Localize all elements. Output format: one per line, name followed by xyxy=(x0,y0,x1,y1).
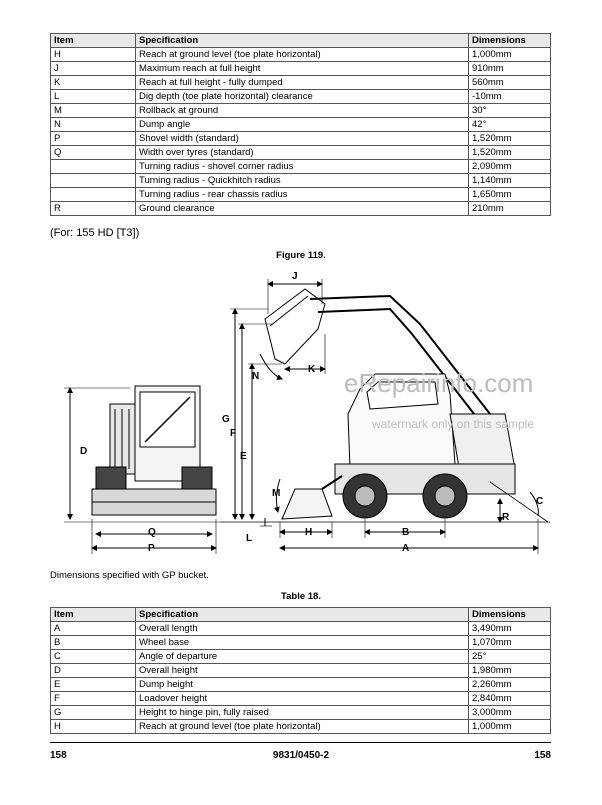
cell-item: P xyxy=(51,132,136,146)
document-code: 9831/0450-2 xyxy=(272,750,330,761)
table-body xyxy=(51,48,551,216)
model-note: (For: 155 HD [T3]) xyxy=(50,227,140,239)
label-h: H xyxy=(305,527,313,538)
label-r: R xyxy=(502,512,510,523)
cell-specification: Ground clearance xyxy=(136,202,469,216)
label-q: Q xyxy=(148,527,156,538)
cell-item: H xyxy=(51,720,136,734)
spec-table-top xyxy=(50,33,551,216)
label-g: G xyxy=(222,414,230,425)
cell-specification: Turning radius - rear chassis radius xyxy=(136,188,469,202)
cell-specification: Rollback at ground xyxy=(136,104,469,118)
cell-dimensions: 1,140mm xyxy=(469,174,551,188)
table-row xyxy=(51,104,551,118)
cell-item: F xyxy=(51,692,136,706)
table-body xyxy=(51,622,551,734)
cell-dimensions: 1,520mm xyxy=(469,132,551,146)
cell-item: N xyxy=(51,118,136,132)
cell-item: L xyxy=(51,90,136,104)
cell-specification: Dump height xyxy=(136,678,469,692)
cell-item xyxy=(51,188,136,202)
label-l: L xyxy=(246,533,253,544)
cell-item: K xyxy=(51,76,136,90)
cell-dimensions: 560mm xyxy=(469,76,551,90)
table-row xyxy=(51,706,551,720)
cell-item xyxy=(51,174,136,188)
table-row xyxy=(51,188,551,202)
table-row xyxy=(51,664,551,678)
cell-dimensions: 2,090mm xyxy=(469,160,551,174)
cell-specification: Turning radius - shovel corner radius xyxy=(136,160,469,174)
cell-item: A xyxy=(51,622,136,636)
cell-specification: Reach at ground level (toe plate horizontal) xyxy=(136,720,469,734)
cell-dimensions: 2,840mm xyxy=(469,692,551,706)
table-row xyxy=(51,678,551,692)
cell-item xyxy=(51,160,136,174)
label-k: K xyxy=(308,364,316,375)
table-row xyxy=(51,174,551,188)
cell-dimensions: 42° xyxy=(469,118,551,132)
cell-specification: Height to hinge pin, fully raised xyxy=(136,706,469,720)
cell-specification: Dig depth (toe plate horizontal) clearance xyxy=(136,90,469,104)
header-item: Item xyxy=(51,608,136,622)
cell-dimensions: 1,000mm xyxy=(469,48,551,62)
table-row xyxy=(51,650,551,664)
table-row xyxy=(51,202,551,216)
cell-specification: Reach at ground level (toe plate horizontal) xyxy=(136,48,469,62)
cell-specification: Width over tyres (standard) xyxy=(136,146,469,160)
table-row xyxy=(51,622,551,636)
table-row xyxy=(51,692,551,706)
cell-item: M xyxy=(51,104,136,118)
skid-steer-figure xyxy=(60,264,550,564)
cell-item: D xyxy=(51,664,136,678)
table-row xyxy=(51,62,551,76)
cell-specification: Turning radius - Quickhitch radius xyxy=(136,174,469,188)
cell-specification: Reach at full height - fully dumped xyxy=(136,76,469,90)
label-n: N xyxy=(252,371,260,382)
cell-dimensions: 910mm xyxy=(469,62,551,76)
cell-item: J xyxy=(51,62,136,76)
watermark-sub: watermark only on this sample xyxy=(372,417,535,431)
watermark: eRepairinfo.com xyxy=(344,368,534,398)
cell-item: Q xyxy=(51,146,136,160)
cell-specification: Overall height xyxy=(136,664,469,678)
spec-table-bottom xyxy=(50,607,551,734)
cell-item: R xyxy=(51,202,136,216)
table-row xyxy=(51,160,551,174)
cell-dimensions: 1,070mm xyxy=(469,636,551,650)
table-row xyxy=(51,720,551,734)
cell-dimensions: 3,490mm xyxy=(469,622,551,636)
table-title: Table 18. xyxy=(281,591,321,602)
front-view xyxy=(64,386,220,554)
cell-specification: Loadover height xyxy=(136,692,469,706)
cell-specification: Overall length xyxy=(136,622,469,636)
label-c: C xyxy=(536,496,544,507)
label-m: M xyxy=(272,488,281,499)
label-p: P xyxy=(148,543,155,554)
table-row xyxy=(51,48,551,62)
cell-specification: Wheel base xyxy=(136,636,469,650)
cell-dimensions: 1,000mm xyxy=(469,720,551,734)
header-dimensions: Dimensions xyxy=(469,34,551,48)
cell-dimensions: 1,650mm xyxy=(469,188,551,202)
label-e: E xyxy=(240,451,247,462)
cell-specification: Dump angle xyxy=(136,118,469,132)
table-row xyxy=(51,146,551,160)
header-specification: Specification xyxy=(136,608,469,622)
label-f: F xyxy=(230,428,237,439)
table-row xyxy=(51,76,551,90)
dimensions-note: Dimensions specified with GP bucket. xyxy=(50,570,209,581)
table-row xyxy=(51,132,551,146)
figure-title: Figure 119. xyxy=(276,250,326,261)
cell-dimensions: 25° xyxy=(469,650,551,664)
cell-dimensions: 1,980mm xyxy=(469,664,551,678)
cell-dimensions: 1,520mm xyxy=(469,146,551,160)
cell-item: G xyxy=(51,706,136,720)
cell-dimensions: 2,260mm xyxy=(469,678,551,692)
header-item: Item xyxy=(51,34,136,48)
header-specification: Specification xyxy=(136,34,469,48)
cell-item: H xyxy=(51,48,136,62)
page-number-left: 158 xyxy=(50,750,67,761)
table-row xyxy=(51,636,551,650)
cell-item: C xyxy=(51,650,136,664)
table-header-row xyxy=(51,608,551,622)
cell-dimensions: 210mm xyxy=(469,202,551,216)
table-header-row xyxy=(51,34,551,48)
page-number-right: 158 xyxy=(534,750,551,761)
label-a: A xyxy=(402,543,410,554)
table-row xyxy=(51,90,551,104)
cell-specification: Angle of departure xyxy=(136,650,469,664)
cell-dimensions: -10mm xyxy=(469,90,551,104)
cell-specification: Maximum reach at full height xyxy=(136,62,469,76)
cell-item: E xyxy=(51,678,136,692)
footer-divider xyxy=(50,742,551,743)
table-row xyxy=(51,118,551,132)
header-dimensions: Dimensions xyxy=(469,608,551,622)
cell-dimensions: 30° xyxy=(469,104,551,118)
label-b: B xyxy=(402,527,410,538)
cell-specification: Shovel width (standard) xyxy=(136,132,469,146)
label-j: J xyxy=(292,271,298,282)
cell-item: B xyxy=(51,636,136,650)
label-d: D xyxy=(80,446,88,457)
cell-dimensions: 3,000mm xyxy=(469,706,551,720)
